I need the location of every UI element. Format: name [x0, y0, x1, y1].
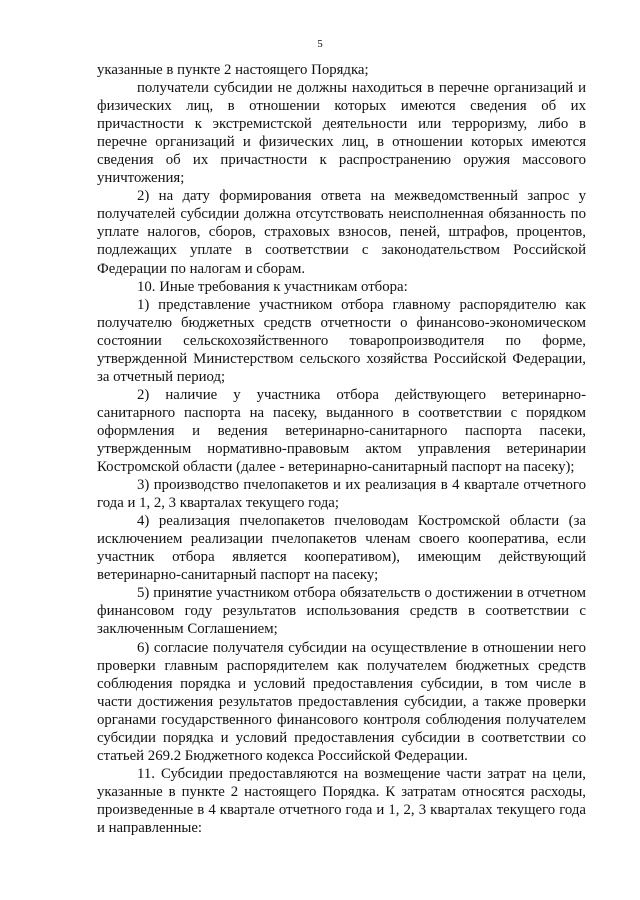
paragraph: 10. Иные требования к участникам отбора:	[137, 278, 408, 295]
paragraph: 11. Субсидии предоставляются на возмещение части затрат на цели, указанные в пункте 2 настоящего Порядка. К затратам относятся расходы, произведенные в 4 квартале отчетного года и 1, 2, 3 кварталах текущего года и направленные:	[97, 765, 586, 836]
paragraph: 2) на дату формирования ответа на межведомственный запрос у получателей субсидии должна отсутствовать неисполненная обязанность по уплате налогов, сборов, страховых взносов, пеней, штрафов, процентов, подлежащих уплате в соответствии с законодательством Российской Федерации по налогам и сборам.	[97, 188, 586, 277]
paragraph: 4) реализация пчелопакетов пчеловодам Костромской области (за исключением реализации пчелопакетов членам своего кооператива, если участник отбора является кооперативом), имеющим действующий ветеринарно-санитарный паспорт на пасеку;	[97, 513, 586, 584]
page-number: 5	[317, 38, 323, 50]
paragraph: 2) наличие у участника отбора действующего ветеринарно-санитарного паспорта на пасеку, выданного в соответствии с порядком оформления и ведения ветеринарно-санитарного паспорта пасеки, утвержденным нормативно-правовым актом управления ветеринарии Костромской области (далее - ветеринарно-санитарный паспорт на пасеку);	[97, 386, 586, 476]
document-body	[97, 61, 586, 837]
paragraph: 1) представление участником отбора главному распорядителю как получателю бюджетных средств отчетности о финансово-экономическом состоянии сельскохозяйственного товаропроизводителя по форме, утвержденной Министерством сельского хозяйства Российской Федерации, за отчетный период;	[97, 296, 586, 385]
paragraph: 5) принятие участником отбора обязательств о достижении в отчетном финансовом году результатов использования средств в соответствии с заключенным Соглашением;	[97, 585, 586, 638]
paragraph: 3) производство пчелопакетов и их реализация в 4 квартале отчетного года и 1, 2, 3 кварталах текущего года;	[97, 477, 586, 512]
paragraph: получатели субсидии не должны находиться в перечне организаций и физических лиц, в отношении которых имеются сведения об их причастности к экстремистской деятельности или терроризму, либо в перечне организаций и физических лиц, в отношении которых имеются сведения об их причастности к распространению оружия массового уничтожения;	[97, 80, 586, 187]
paragraph: указанные в пункте 2 настоящего Порядка;	[97, 62, 369, 78]
paragraph: 6) согласие получателя субсидии на осуществление в отношении него проверки главным распорядителем как получателем бюджетных средств соблюдения порядка и условий предоставления субсидии, в том числе в части достижения результатов предоставления субсидии, а также проверки органами государственного финансового контроля соблюдения получателем субсидии порядка и условий предоставления субсидии в соответствии со статьей 269.2 Бюджетного кодекса Российской Федерации.	[97, 639, 586, 764]
